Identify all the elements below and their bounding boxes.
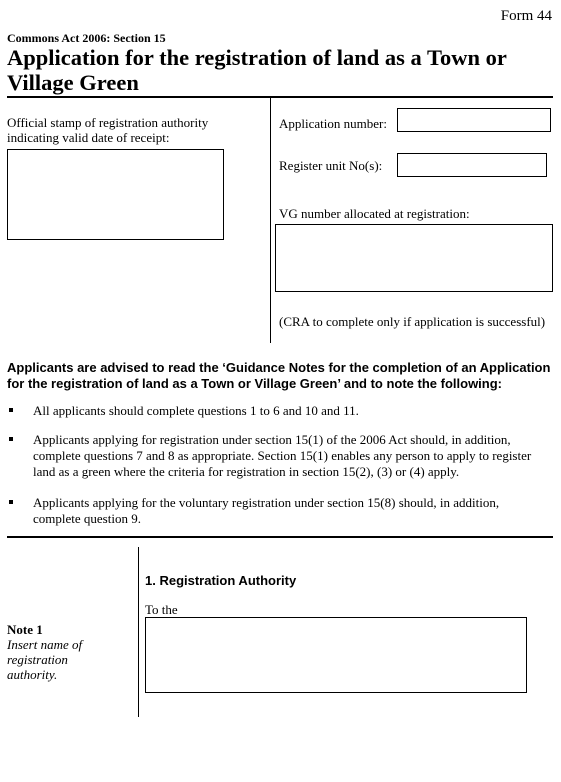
guidance-bullet-text: Applicants applying for registration under section 15(1) of the 2006 Act should, in addition, complete questions 7 and 8 as appropriate. Section 15(1) enables any person to apply to register land as a green where the criteria for registration in section 15(2), (3) or (4) apply.: [33, 432, 532, 479]
form-number: Form 44: [500, 8, 552, 24]
guidance-bullet-text: All applicants should complete questions 1 to 6 and 10 and 11.: [33, 403, 359, 418]
register-unit-label: Register unit No(s):: [279, 158, 383, 173]
official-use-divider: [270, 98, 271, 343]
guidance-bullet-text: Applicants applying for the voluntary registration under section 15(8) should, in addition, complete question 9.: [33, 495, 500, 526]
guidance-bullet-1: [9, 403, 549, 419]
note-column-divider: [138, 547, 139, 717]
stamp-box: [7, 149, 224, 240]
note-1-title: Note 1: [7, 622, 43, 637]
page-title: Application for the registration of land as a Town or Village Green: [7, 45, 507, 95]
section-1-heading: 1. Registration Authority: [145, 573, 297, 588]
title-rule: [7, 96, 553, 98]
guidance-bullet-3: [9, 495, 549, 527]
guidance-intro: Applicants are advised to read the ‘Guidance Notes for the completion of an Application for the registration of land as a Town or Village Green’ and to note the following:: [7, 360, 551, 391]
bullet-icon: [9, 500, 13, 504]
vg-number-field[interactable]: [275, 224, 553, 292]
section-rule: [7, 536, 553, 538]
cra-note: (CRA to complete only if application is successful): [279, 314, 546, 329]
register-unit-field[interactable]: [397, 153, 547, 177]
registration-authority-field[interactable]: [145, 617, 527, 693]
vg-number-label: VG number allocated at registration:: [279, 206, 470, 221]
bullet-icon: [9, 408, 13, 412]
to-the-label: To the: [145, 602, 178, 617]
guidance-bullet-2: [9, 432, 549, 480]
note-1-text: Insert name of registration authority.: [7, 637, 83, 682]
bullet-icon: [9, 437, 13, 441]
act-reference: Commons Act 2006: Section 15: [7, 31, 166, 45]
stamp-label: Official stamp of registration authority indicating valid date of receipt:: [7, 115, 209, 145]
application-number-label: Application number:: [279, 116, 387, 131]
application-number-field[interactable]: [397, 108, 551, 132]
